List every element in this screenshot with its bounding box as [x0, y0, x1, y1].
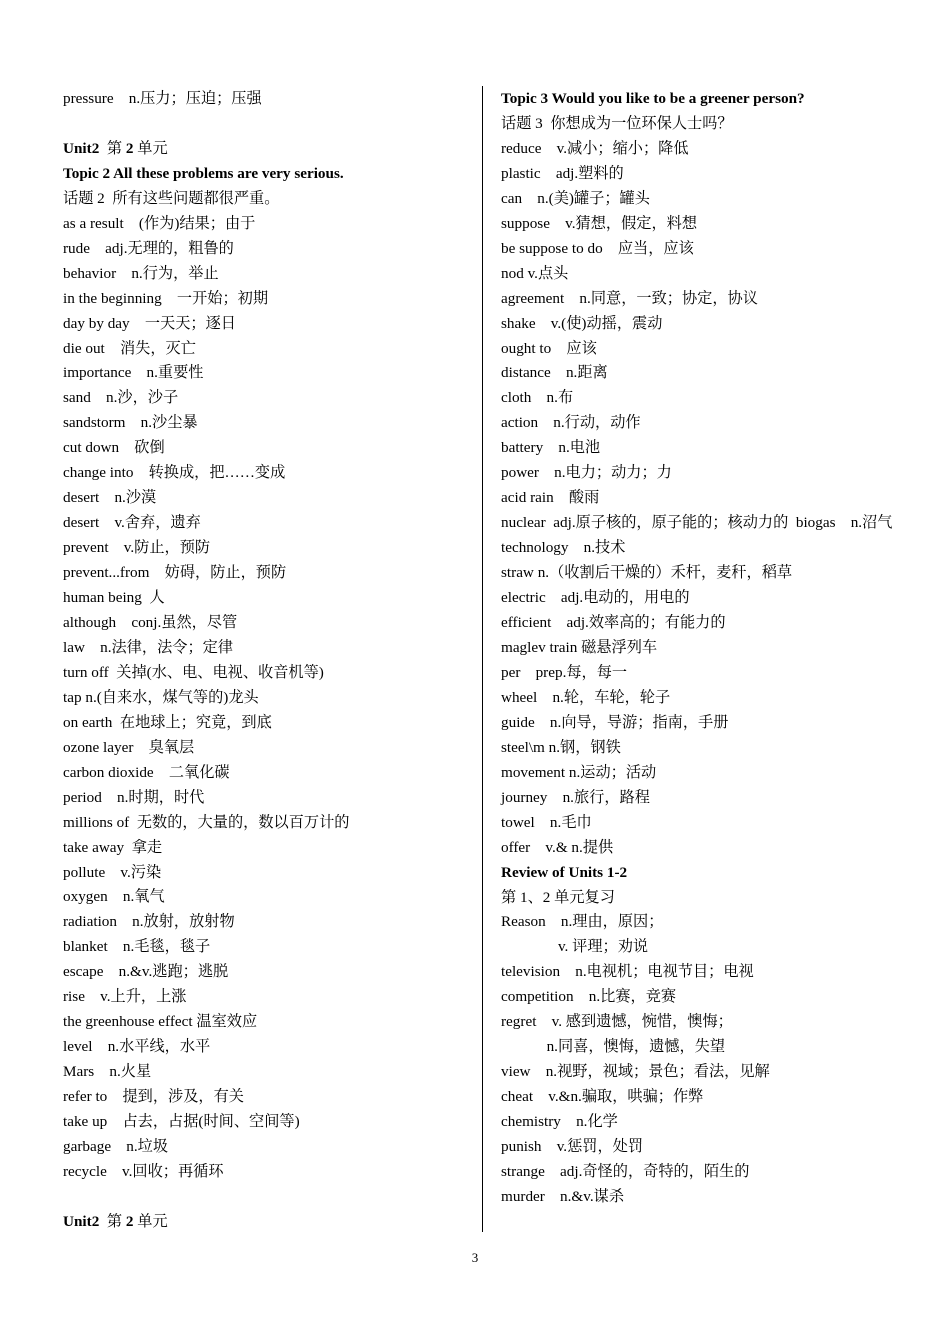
vocab-entry: chemistry n.化学	[501, 1113, 618, 1131]
topic-heading: Topic 3 Would you like to be a greener person?	[501, 90, 805, 107]
unit-prefix: 第	[99, 1212, 126, 1230]
blank-line	[63, 112, 468, 137]
vocab-entry: Mars n.火星	[63, 1063, 152, 1081]
vocab-entry: ozone layer 臭氧层	[63, 738, 195, 756]
vocab-entry: distance n.距离	[501, 364, 608, 382]
vocab-entry: efficient adj.效率高的；有能力的	[501, 614, 726, 632]
vocab-entry: prevent...from 妨碍，防止，预防	[63, 564, 287, 582]
vocab-entry: agreement n.同意，一致；协定，协议	[501, 289, 758, 307]
vocab-entry: regret v. 感到遗憾，惋惜，懊悔；	[501, 1013, 733, 1031]
vocab-entry: law n.法律，法令；定律	[63, 638, 234, 656]
vocab-entry: die out 消失，灭亡	[63, 339, 196, 357]
vocab-entry: escape n.&v.逃跑；逃脱	[63, 963, 229, 981]
topic-heading: Topic 2 All these problems are very serious.	[63, 164, 344, 182]
vocab-entry: plastic adj.塑料的	[501, 164, 624, 182]
vocab-entry: 话题 2 所有这些问题都很严重。	[63, 189, 280, 207]
vocab-entry: desert v.舍弃，遗弃	[63, 514, 201, 532]
vocab-entry: movement n.运动；活动	[501, 763, 657, 781]
vocab-entry: period n.时期，时代	[63, 788, 205, 806]
blank-line	[63, 1185, 468, 1210]
unit-suffix: 单元	[133, 1212, 168, 1230]
unit-suffix: 单元	[133, 139, 168, 157]
left-vocabulary-column	[63, 87, 468, 1235]
topic-heading: Review of Units 1-2	[501, 863, 628, 881]
unit-heading	[63, 1210, 468, 1235]
vocab-entry: change into 转换成，把……变成	[63, 464, 286, 482]
vocab-entry: punish v.惩罚，处罚	[501, 1138, 644, 1156]
vocab-entry: technology n.技术	[501, 539, 626, 557]
vocab-entry: desert n.沙漠	[63, 489, 157, 507]
vocab-entry: blanket n.毛毯，毯子	[63, 938, 211, 956]
vocab-entry: guide n.向导，导游；指南，手册	[501, 713, 729, 731]
vocab-entry: strange adj.奇怪的，奇特的，陌生的	[501, 1162, 750, 1180]
vocab-entry: be suppose to do 应当，应该	[501, 239, 694, 257]
vocab-entry: behavior n.行为，举止	[63, 264, 219, 282]
vocab-entry: rude adj.无理的，粗鲁的	[63, 239, 234, 257]
vocab-entry: as a result (作为)结果；由于	[63, 214, 256, 232]
vocab-entry: suppose v.猜想，假定，料想	[501, 214, 698, 232]
vocab-entry: Reason n.理由，原因；	[501, 913, 664, 931]
vocab-entry: 话题 3 你想成为一位环保人士吗？	[501, 114, 733, 132]
unit-label: Unit2	[63, 1212, 100, 1230]
vocab-entry: nod v.点头	[501, 264, 569, 282]
vocab-entry: ought to 应该	[501, 339, 597, 357]
vocab-entry: pollute v.污染	[63, 863, 162, 881]
unit-number: 2	[125, 1212, 134, 1230]
vocab-entry: maglev train 磁悬浮列车	[501, 638, 658, 656]
vocab-entry: tap n.(自来水，煤气等的)龙头	[63, 688, 259, 706]
vocab-entry: electric adj.电动的，用电的	[501, 589, 690, 607]
vocab-entry: rise v.上升，上涨	[63, 988, 187, 1006]
vocab-entry: cut down 砍倒	[63, 439, 165, 457]
vocab-entry: cloth n.布	[501, 389, 574, 407]
vocab-entry: competition n.比赛，竞赛	[501, 988, 677, 1006]
column-divider	[482, 86, 483, 1232]
vocab-entry: n.同喜，懊悔，遗憾，失望	[501, 1038, 726, 1056]
vocab-entry: pressure n.压力；压迫；压强	[63, 90, 262, 107]
vocab-entry: towel n.毛巾	[501, 813, 592, 831]
vocab-entry: carbon dioxide 二氧化碳	[63, 763, 230, 781]
vocab-entry: straw n.（收割后干燥的）禾杆，麦秆，稻草	[501, 564, 793, 582]
unit-label: Unit2	[63, 139, 100, 157]
vocab-entry: prevent v.防止，预防	[63, 539, 211, 557]
vocab-entry: action n.行动，动作	[501, 414, 641, 432]
vocab-entry: importance n.重要性	[63, 364, 204, 382]
vocab-entry: shake v.(使)动摇，震动	[501, 314, 663, 332]
vocab-entry: turn off 关掉(水、电、电视、收音机等)	[63, 663, 324, 681]
vocab-entry: oxygen n.氧气	[63, 888, 165, 906]
vocab-entry: on earth 在地球上；究竟，到底	[63, 713, 272, 731]
vocab-entry: take away 拿走	[63, 838, 163, 856]
vocab-entry: day by day 一天天；逐日	[63, 314, 236, 332]
vocab-entry: power n.电力；动力；力	[501, 464, 672, 482]
unit-prefix: 第	[99, 139, 126, 157]
vocab-entry: sand n.沙，沙子	[63, 389, 179, 407]
vocab-entry: battery n.电池	[501, 439, 601, 457]
vocab-entry: the greenhouse effect 温室效应	[63, 1013, 258, 1031]
vocab-entry: journey n.旅行，路程	[501, 788, 650, 806]
vocab-entry: recycle v.回收；再循环	[63, 1162, 224, 1180]
vocab-entry: sandstorm n.沙尘暴	[63, 414, 198, 432]
vocab-entry: acid rain 酸雨	[501, 489, 600, 507]
vocab-entry: television n.电视机；电视节目；电视	[501, 963, 754, 981]
vocab-entry: offer v.& n.提供	[501, 838, 614, 856]
right-vocabulary-column	[501, 87, 911, 1210]
vocab-entry: v. 评理；劝说	[501, 938, 649, 956]
vocab-entry: per prep.每，每一	[501, 663, 628, 681]
vocab-entry: refer to 提到，涉及，有关	[63, 1088, 244, 1106]
unit-number: 2	[125, 139, 134, 157]
vocab-entry: in the beginning 一开始；初期	[63, 289, 269, 307]
vocab-entry: murder n.&v.谋杀	[501, 1187, 625, 1205]
vocab-entry: radiation n.放射，放射物	[63, 913, 235, 931]
vocab-entry: can n.(美)罐子；罐头	[501, 189, 650, 207]
vocab-entry: view n.视野，视域；景色；看法，见解	[501, 1063, 770, 1081]
vocab-entry: 第 1、2 单元复习	[501, 888, 615, 906]
vocab-entry: reduce v.减小；缩小；降低	[501, 139, 689, 157]
vocab-entry: take up 占去，占据(时间、空间等)	[63, 1113, 300, 1131]
vocab-entry: nuclear adj.原子核的，原子能的；核动力的 biogas n.沼气	[501, 514, 893, 532]
vocab-entry: level n.水平线，水平	[63, 1038, 211, 1056]
vocab-entry: garbage n.垃圾	[63, 1138, 169, 1156]
vocab-entry: cheat v.&n.骗取，哄骗；作弊	[501, 1088, 704, 1106]
vocab-entry: wheel n.轮，车轮，轮子	[501, 688, 671, 706]
vocab-entry: millions of 无数的，大量的，数以百万计的	[63, 813, 350, 831]
vocab-entry: human being 人	[63, 589, 165, 607]
vocab-entry: steel\m n.钢，钢铁	[501, 738, 621, 756]
page-number: 3	[471, 1250, 479, 1265]
vocab-entry: although conj.虽然，尽管	[63, 614, 238, 631]
unit-heading	[63, 137, 468, 162]
